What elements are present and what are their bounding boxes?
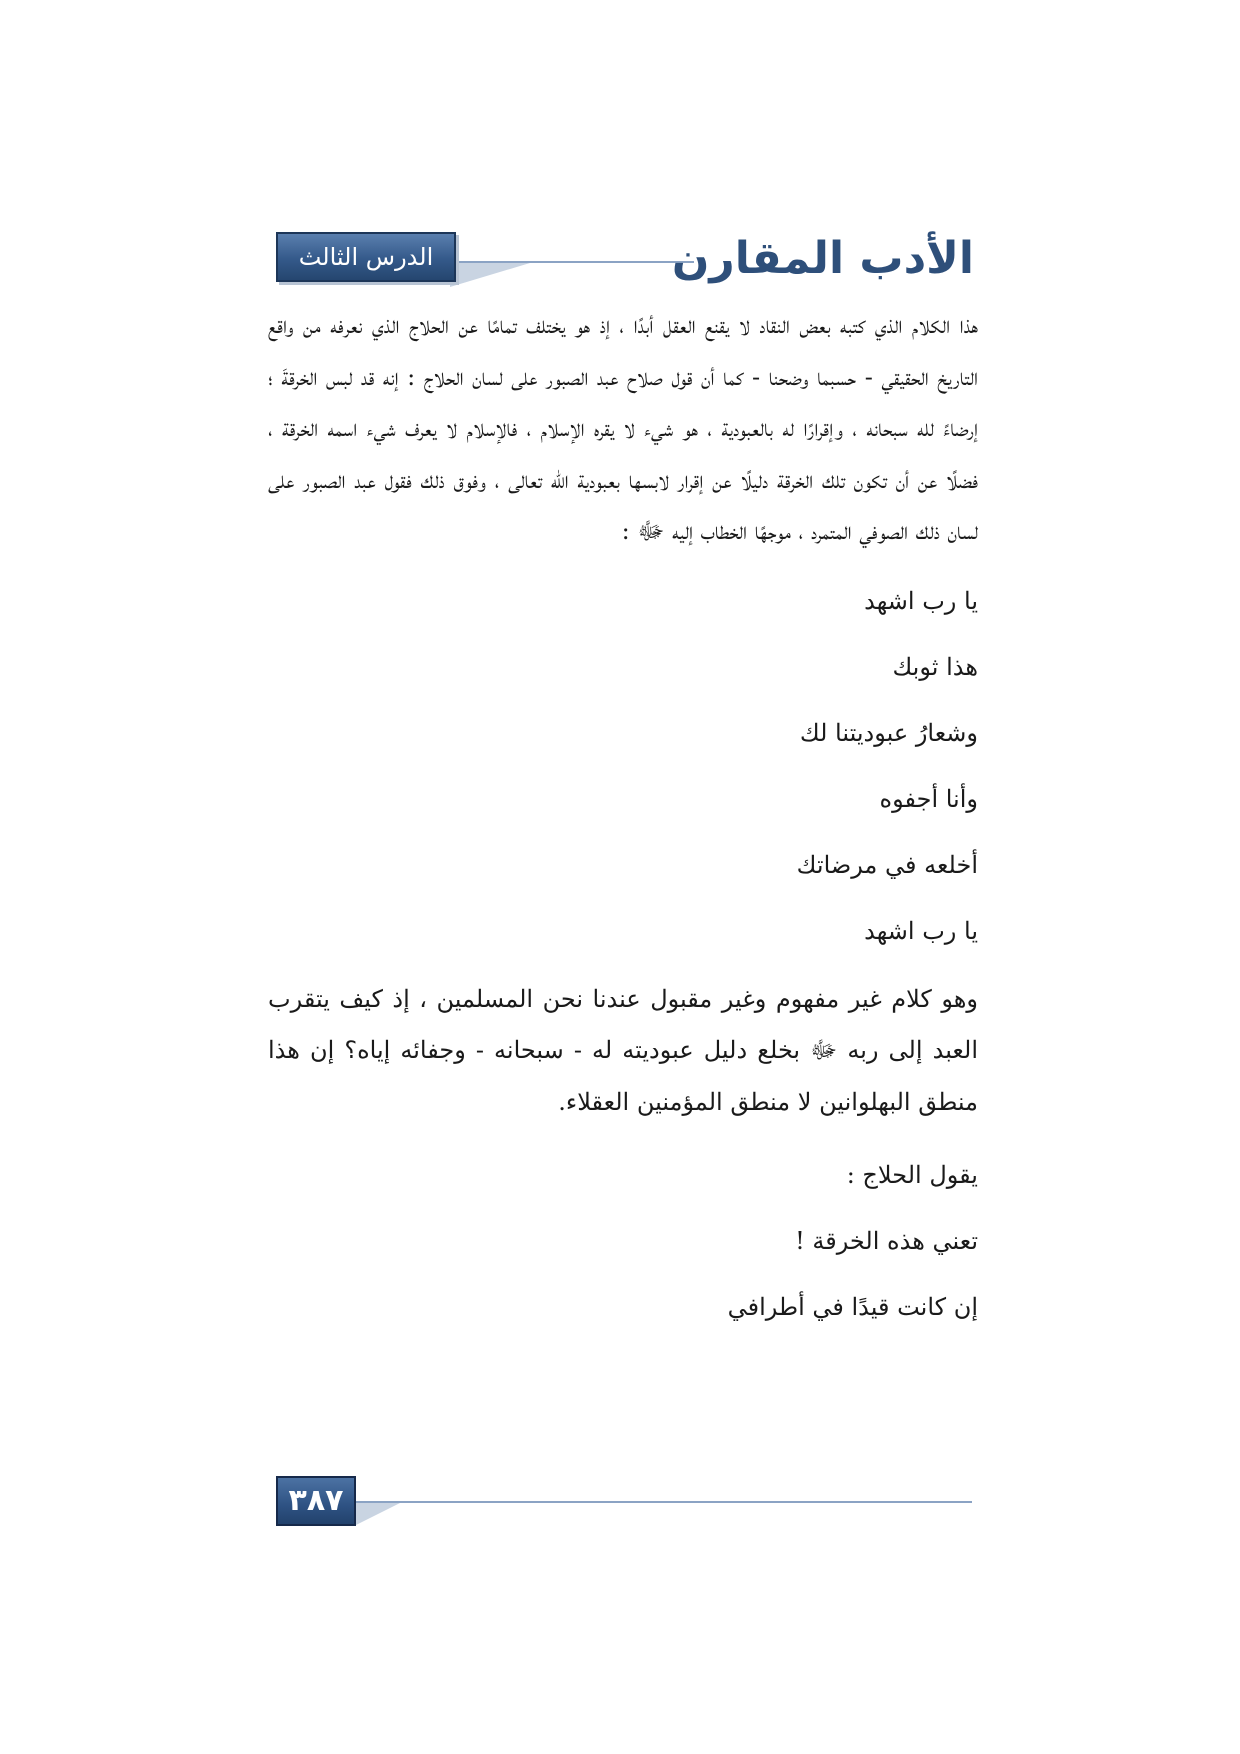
header-rule xyxy=(456,261,694,263)
verse-line: تعني هذه الخرقة ! xyxy=(795,1227,978,1255)
verse-line: إن كانت قيدًا في أطرافي xyxy=(727,1293,978,1321)
page-body xyxy=(268,300,978,1340)
paragraph-intro: هذا الكلام الذي كتبه بعض النقاد لا يقنع العقل أبدًا ، إذ هو يختلف تمامًا عن الحلاج الذي نعرفه من واقع التاريخ الحقيقي - حسبما وضحنا - كما أن قول صلاح عبد الصبور على لسان الحلاج : إنه قد لبس الخرقةَ ؛ إرضاءً لله سبحانه ، وإقرارًا له بالعبودية ، هو شيء لا يقره الإسلام ، فالإسلام لا يعرف شيء اسمه الخرقة ، فضلًا عن أن تكون تلك الخرقة دليلًا عن إقرار لابسها بعبودية الله تعالى ، وفوق ذلك فقول عبد الصبور على لسان ذلك الصوفي المتمرد ، موجهًا الخطاب إليه ﷻ : xyxy=(268,311,979,545)
verse-line: يا رب اشهد xyxy=(864,916,978,945)
verse-line: أخلعه في مرضاتك xyxy=(796,850,978,879)
header-decorative-wedge xyxy=(450,263,530,287)
paragraph-commentary: وهو كلام غير مفهوم وغير مقبول عندنا نحن المسلمين ، إذ كيف يتقرب العبد إلى ربه ﷻ بخلع دليل عبوديته له - سبحانه - وجفائه إياه؟ إن هذا منطق البهلوانين لا منطق المؤمنين العقلاء. xyxy=(268,984,978,1116)
verse-line: وشعارُ عبوديتنا لك xyxy=(799,718,978,747)
paragraph-hallaj-says: يقول الحلاج : xyxy=(846,1161,978,1189)
page-number: ٣٨٧ xyxy=(276,1476,356,1526)
verse-line: هذا ثوبك xyxy=(892,652,978,681)
lesson-badge: الدرس الثالث عشر xyxy=(276,232,456,282)
page-header xyxy=(270,228,974,317)
footer-rule xyxy=(356,1501,972,1503)
book-title: الأدب المقارن xyxy=(671,233,974,284)
verse-line: وأنا أجفوه xyxy=(879,784,978,813)
verse-line: يا رب اشهد xyxy=(864,586,978,615)
page-footer xyxy=(276,1476,976,1536)
footer-decorative-wedge xyxy=(356,1503,400,1525)
